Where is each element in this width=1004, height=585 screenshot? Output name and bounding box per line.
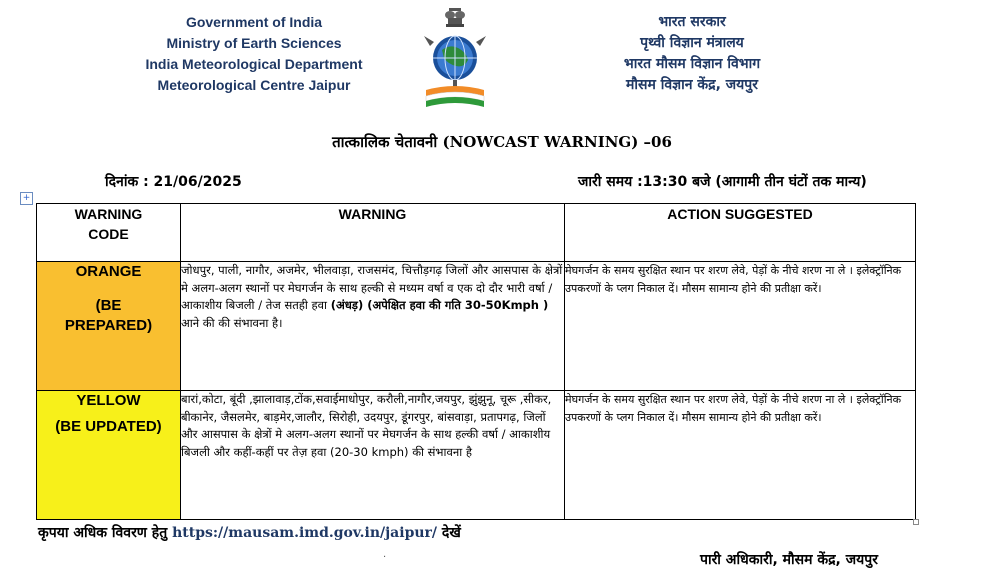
action-text-orange: मेघगर्जन के समय सुरक्षित स्थान पर शरण लेवे, पेड़ों के नीचे शरण ना ले । इलेक्ट्रॉनिक उपकरणों के प्लग निकाल दें। मौसम सामान्य होने की प्रतीक्षा करें।: [565, 262, 916, 391]
header-en-line-2: Ministry of Earth Sciences: [166, 35, 342, 51]
header-hi-line-1: भारत सरकार: [658, 14, 726, 30]
page-title: तात्कालिक चेतावनी (NOWCAST WARNING) –06: [332, 133, 672, 151]
more-info-line: कृपया अधिक विवरण हेतु https://mausam.imd.gov.in/jaipur/ देखें: [38, 525, 461, 541]
header-en-line-3: India Meteorological Department: [145, 56, 363, 72]
warning-text-orange: जोधपुर, पाली, नागौर, अजमेर, भीलवाड़ा, राजसमंद, चित्तौड़गढ़ जिलों और आसपास के क्षेत्रों मे अलग-अलग स्थानों पर मेघगर्जन के साथ हल्की से मध्यम वर्षा व एक दो दौर भारी वर्षा /आकाशीय बिजली / तेज सतही हवा (अंधड़) (अपेक्षित हवा की गति 30-50Kmph ) आने की की संभावना है।: [181, 262, 565, 391]
header-hindi: [592, 12, 792, 96]
table-move-handle-icon[interactable]: +: [20, 192, 33, 205]
warning-table: [36, 203, 916, 520]
header-hi-line-4: मौसम विज्ञान केंद्र, जयपुर: [626, 77, 758, 93]
action-text-yellow: मेघगर्जन के समय सुरक्षित स्थान पर शरण लेवे, पेड़ों के नीचे शरण ना ले । इलेक्ट्रॉनिक उपकरणों के प्लग निकाल दें। मौसम सामान्य होने की प्रतीक्षा करें।: [565, 391, 916, 520]
header-action-suggested: ACTION SUGGESTED: [565, 204, 916, 262]
header-warning-code: WARNING CODE: [37, 204, 181, 262]
code-sub-label: (BE UPDATED): [55, 418, 162, 435]
code-sub-label: (BE PREPARED): [64, 297, 153, 334]
date-line: दिनांक : 21/06/2025: [105, 174, 242, 190]
code-label: YELLOW: [76, 392, 141, 409]
code-label: ORANGE: [75, 263, 142, 280]
warning-code-orange: [37, 262, 181, 391]
footer-dot: .: [383, 549, 387, 560]
warning-code-yellow: [37, 391, 181, 520]
warning-text-yellow: बारां,कोटा, बूंदी ,झालावाड़,टोंक,सवाईमाधोपुर, करौली,नागौर,जयपुर, झुंझुनू, चूरू ,सीकर, बीकानेर, जैसलमेर, बाड़मेर,जालौर, सिरोही, उदयपुर, डूंगरपुर, बांसवाड़ा, प्रतापगढ़, जिलों और आसपास के क्षेत्रों मे अलग-अलग स्थानों पर मेघगर्जन के साथ हल्की वर्षा / आकाशीय बिजली और कहीं-कहीं पर तेज़ हवा (20-30 kmph) की संभावना है: [181, 391, 565, 520]
issue-time-line: जारी समय :13:30 बजे (आगामी तीन घंटों तक मान्य): [578, 174, 867, 190]
header-en-line-1: Government of India: [185, 14, 323, 30]
table-row: [37, 262, 916, 391]
header-hi-line-3: भारत मौसम विज्ञान विभाग: [623, 56, 761, 72]
header-hi-line-2: पृथ्वी विज्ञान मंत्रालय: [640, 35, 744, 51]
header-english: [118, 12, 390, 96]
signature-line: पारी अधिकारी, मौसम केंद्र, जयपुर: [700, 552, 878, 568]
header-warning: WARNING: [181, 204, 565, 262]
imd-jaipur-link[interactable]: https://mausam.imd.gov.in/jaipur/: [172, 525, 438, 541]
table-resize-handle[interactable]: [913, 519, 919, 525]
header-en-line-4: Meteorological Centre Jaipur: [157, 77, 351, 93]
table-row: [37, 391, 916, 520]
lion-capital-icon: [445, 8, 465, 27]
imd-emblem-logo: [420, 6, 490, 112]
wind-speed-bold: (अंधड़) (अपेक्षित हवा की गति 30-50Kmph ): [330, 298, 549, 312]
table-header-row: [37, 204, 916, 262]
